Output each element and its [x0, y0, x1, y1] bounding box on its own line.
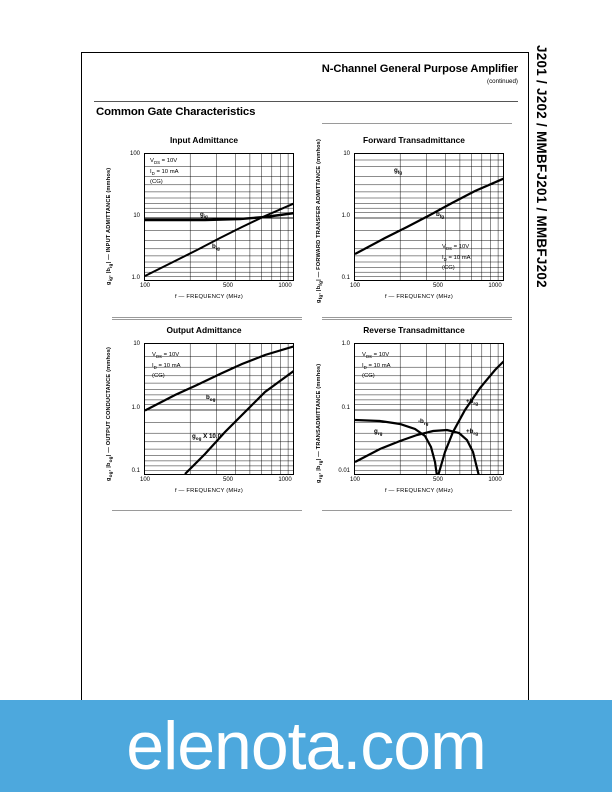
y-axis-label: $g_{ig}$, $|b_{ig}|$ — INPUT ADMITTANCE (mmhos)	[106, 167, 114, 285]
chart-conditions	[362, 351, 391, 382]
y-tick: 0.1	[131, 468, 140, 474]
condition-vds: $V_{DS} = 10V$	[442, 244, 470, 252]
x-tick: 1000	[278, 477, 292, 483]
y-axis-label: $g_{fg}$, $|b_{fg}|$ — FORWARD TRANSFER ADMITTANCE (mmhos)	[316, 138, 324, 303]
chart-title: Input Admittance	[169, 135, 239, 145]
x-axis-label: f — FREQUENCY (MHz)	[174, 294, 244, 300]
y-tick: 0.01	[338, 468, 350, 474]
x-axis-label: f — FREQUENCY (MHz)	[174, 488, 244, 494]
condition-config: (CG)	[152, 373, 165, 380]
curve-label-pos-brg-upper: $+b_{rg}$	[466, 398, 478, 407]
y-axis-label: $g_{rg}$, $|b_{rg}|$ — TRANSADMITTANCE (mmhos)	[316, 363, 324, 483]
condition-vds: $V_{DS} = 10V$	[150, 158, 178, 166]
y-tick: 10	[343, 151, 350, 157]
curve-label-bfg: $b_{fg}$	[436, 211, 445, 220]
chart-title: Output Admittance	[166, 325, 242, 335]
condition-vds: $V_{DS} = 10V$	[152, 352, 180, 360]
curve-label-grg: $g_{rg}$	[374, 428, 383, 437]
curve-label-neg-brg: $-b_{rg}$	[418, 418, 429, 427]
x-tick: 1000	[488, 283, 502, 289]
x-tick: 1000	[488, 477, 502, 483]
side-part-number: J201 / J202 / MMBFJ201 / MMBFJ202	[534, 45, 549, 288]
condition-config: (CG)	[362, 373, 375, 380]
condition-id: $I_D = 10$ mA	[442, 254, 471, 262]
y-tick: 0.1	[341, 275, 350, 281]
y-tick: 1.0	[341, 341, 350, 347]
chart-top-rule	[322, 319, 512, 320]
chart-conditions	[442, 243, 471, 274]
watermark-text: elenota.com	[126, 708, 486, 784]
x-tick: 100	[139, 283, 150, 289]
chart-bottom-rule	[112, 510, 302, 511]
curve-label-pos-brg-lower: $+b_{rg}$	[466, 428, 478, 437]
y-tick: 1.0	[131, 275, 140, 281]
x-tick: 500	[432, 283, 443, 289]
chart-title: Forward Transadmittance	[363, 135, 465, 145]
chart-title: Reverse Transadmittance	[363, 325, 465, 335]
x-tick: 100	[349, 477, 360, 483]
condition-vds: $V_{DS} = 10V$	[362, 352, 390, 360]
chart-forward-transadmittance	[314, 135, 514, 310]
y-axis-label: $g_{og}$, $|b_{og}|$ — OUTPUT CONDUCTANCE (mmhos)	[106, 346, 114, 481]
continued-label: (continued)	[487, 78, 518, 85]
x-tick: 500	[222, 477, 233, 483]
chart-bottom-rule	[322, 510, 512, 511]
curve-label-gfg-top: $g_{fg}$	[394, 167, 403, 176]
y-tick: 10	[133, 341, 140, 347]
curve-label-gog: $g_{og}$ X 10.0	[192, 433, 222, 442]
header-divider	[94, 101, 518, 102]
y-tick: 100	[129, 151, 140, 157]
page-frame	[81, 52, 529, 724]
condition-config: (CG)	[150, 179, 163, 186]
condition-config: (CG)	[442, 265, 455, 272]
y-tick: 1.0	[341, 213, 350, 219]
x-tick: 100	[139, 477, 150, 483]
condition-id: $I_D = 10$ mA	[152, 362, 181, 370]
section-title: Common Gate Characteristics	[96, 106, 256, 118]
chart-input-admittance	[104, 135, 304, 310]
y-tick: 10	[133, 213, 140, 219]
x-tick: 100	[349, 283, 360, 289]
page-title: N-Channel General Purpose Amplifier	[321, 63, 518, 75]
chart-top-rule	[112, 319, 302, 320]
x-axis-label: f — FREQUENCY (MHz)	[384, 294, 454, 300]
x-tick: 1000	[278, 283, 292, 289]
curve-label-big: $b_{ig}$	[212, 243, 220, 252]
x-tick: 500	[432, 477, 443, 483]
y-tick: 0.1	[341, 405, 350, 411]
chart-conditions	[150, 157, 179, 188]
chart-bottom-rule	[322, 317, 512, 318]
x-axis-label: f — FREQUENCY (MHz)	[384, 488, 454, 494]
condition-id: $I_D = 10$ mA	[362, 362, 391, 370]
plot-area	[354, 153, 504, 281]
y-tick: 1.0	[131, 405, 140, 411]
chart-reverse-transadmittance	[314, 325, 514, 505]
chart-output-admittance	[104, 325, 304, 505]
chart-top-rule	[322, 123, 512, 124]
condition-id: $I_D = 10$ mA	[150, 168, 179, 176]
x-tick: 500	[222, 283, 233, 289]
chart-bottom-rule	[112, 317, 302, 318]
curve-label-gig: $g_{ig}$	[200, 211, 208, 220]
chart-conditions	[152, 351, 181, 382]
curve-label-bog: $b_{og}$	[206, 394, 216, 403]
